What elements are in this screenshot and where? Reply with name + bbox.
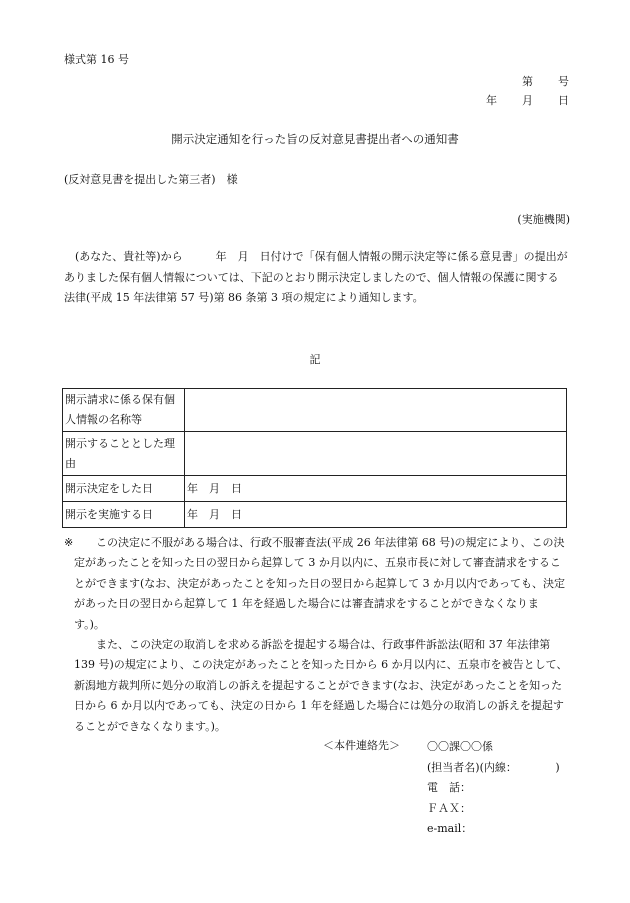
document-title: 開示決定通知を行った旨の反対意見書提出者への通知書 (171, 132, 459, 146)
table-row (63, 432, 567, 476)
contact-block (427, 737, 560, 840)
issuing-agency: (実施機関) (517, 213, 570, 226)
table-row (63, 502, 567, 528)
row-value: 年 月 日 (185, 502, 567, 528)
contact-email: e-mail： (427, 822, 473, 835)
row-value (185, 432, 567, 476)
table-row (63, 389, 567, 432)
appeal-note (64, 533, 569, 737)
disclosure-info-table (62, 388, 567, 528)
note-paragraph-appeal: この決定に不服がある場合は、行政不服審査法(平成 26 年法律第 68 号)の規定により、この決定があったことを知った日の翌日から起算して 3 か月以内に、五泉市長に対して審査請求をすることができます(なお、決定があったことを知った日の翌日から起算して 3 か月以内であっても、決定があった日の翌日から起算して 1 年を経過した場合には審査請求をすることができなくなります。)。 (74, 536, 566, 631)
contact-label: ＜本件連絡先＞ (323, 739, 400, 752)
contact-dept: 〇〇課〇〇係 (427, 740, 493, 753)
body-paragraph: (あなた、貴社等)から 年 月 日付けで「保有個人情報の開示決定等に係る意見書」の提出がありました保有個人情報については、下記のとおり開示決定しましたので、個人情報の保護に関する法律(平成 15 年法律第 57 号)第 86 条第 3 項の規定により通知します。 (64, 250, 568, 304)
row-label: 開示請求に係る保有個人情報の名称等 (63, 389, 185, 432)
form-number: 様式第 16 号 (64, 53, 129, 66)
document-date: 年 月 日 (486, 94, 570, 107)
row-label: 開示することとした理由 (63, 432, 185, 476)
row-value: 年 月 日 (185, 476, 567, 502)
ki-heading: 記 (309, 353, 321, 366)
note-mark: ※ (64, 536, 74, 549)
note-paragraph-lawsuit: また、この決定の取消しを求める訴訟を提起する場合は、行政事件訴訟法(昭和 37 年法律第 139 号)の規定により、この決定があったことを知った日から 6 か月以内に、五泉市を被告として、新潟地方裁判所に処分の取消しの訴えを提起することができます(なお、決定があったことを知った日から 6 か月以内であっても、決定の日から 1 年を経過した場合には処分の取消しの訴えを提起することができなくなります。)。 (74, 638, 568, 733)
recipient: (反対意見書を提出した第三者) 様 (64, 173, 238, 186)
contact-fax: ＦＡＸ： (427, 801, 471, 815)
document-number: 第 号 (522, 75, 570, 88)
table-row (63, 476, 567, 502)
contact-person: (担当者名)(内線： ) (427, 760, 560, 774)
row-label: 開示を実施する日 (63, 502, 185, 528)
row-label: 開示決定をした日 (63, 476, 185, 502)
contact-tel: 電 話： (427, 781, 471, 794)
row-value (185, 389, 567, 432)
